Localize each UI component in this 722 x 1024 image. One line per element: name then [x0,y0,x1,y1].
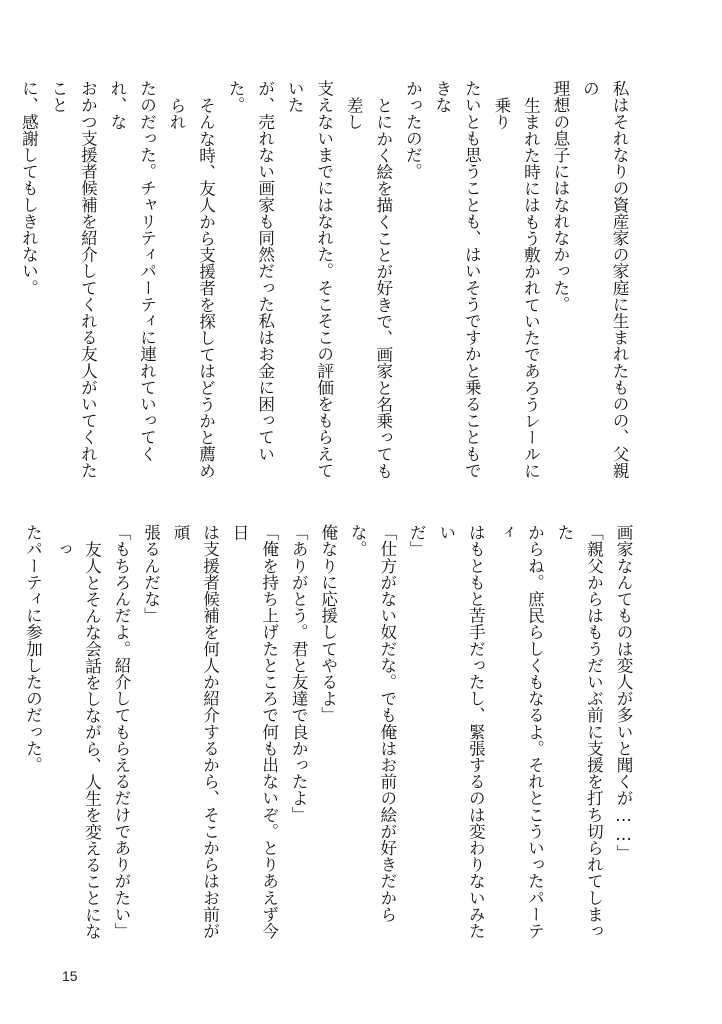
text-line: おかつ支援者候補を紹介してくれる友人がいてくれたこと [48,80,98,479]
text-line: が、売れない画家も同然だった私はお金に困っていた。 [226,80,275,462]
text-line: 張るんだな」 [141,524,161,624]
text-line: たいとも思うことも、はいそうですかと乗ることもできな [432,80,482,479]
text-line: そんな時、友人から支援者を探してはどうかと薦められ [167,96,216,479]
text-line: 「もちろんだよ。紹介してもらえるだけでありがたい」 [111,524,131,939]
page-number: 15 [62,968,78,984]
text-line: 支えないまでにはなれた。そこそこの評価をもらえていた [285,80,334,479]
text-line: だ」 [407,524,427,558]
text-line: に、感謝してもしきれない。 [19,80,39,296]
upper-text-block [0,80,634,494]
text-line: たパーティに参加したのだった。 [23,524,43,773]
text-line: は支援者候補を何人か紹介するから、そこからはお前が頑 [171,524,220,939]
text-line: 友人とそんな会話をしながら、人生を変えることになっ [52,540,102,939]
blank-line [0,524,18,940]
blank-line [0,80,14,494]
text-line: 「ありがとう。君と友達で良かったよ」 [289,524,309,823]
text-line: 理想の息子にはなれなかった。 [550,80,570,313]
text-line: かったのだ。 [403,80,423,180]
text-line: はもともと苦手だったし、緊張するのは変わりないみたい [436,524,486,939]
text-line: 「親父からはもうだいぶ前に支援を打ち切られてしまった [554,524,604,939]
text-line: 私はそれなりの資産家の家庭に生まれたものの、父親の [580,80,629,479]
text-line: 生まれた時にはもう敷かれていたであろうレールに乗り [491,96,541,479]
text-line: 「仕方がない奴だな。でも俺はお前の絵が好きだからな。 [348,524,397,923]
text-line: からね。庶民らしくもなるよ。それとこういったパーティ [495,524,545,939]
text-line: 「俺を持ち上げたところで何も出ないぞ。とりあえず今日 [230,524,279,939]
text-line: たのだった。チャリティパーティに連れていってくれ、な [107,80,157,462]
lower-text-block [0,524,638,940]
text-line: 俺なりに応援してやるよ」 [318,524,338,724]
text-line: 画家なんてものは変人が多いと聞くが……」 [614,524,633,861]
text-line: とにかく絵を描くことが好きで、画家と名乗っても差し [344,96,393,479]
